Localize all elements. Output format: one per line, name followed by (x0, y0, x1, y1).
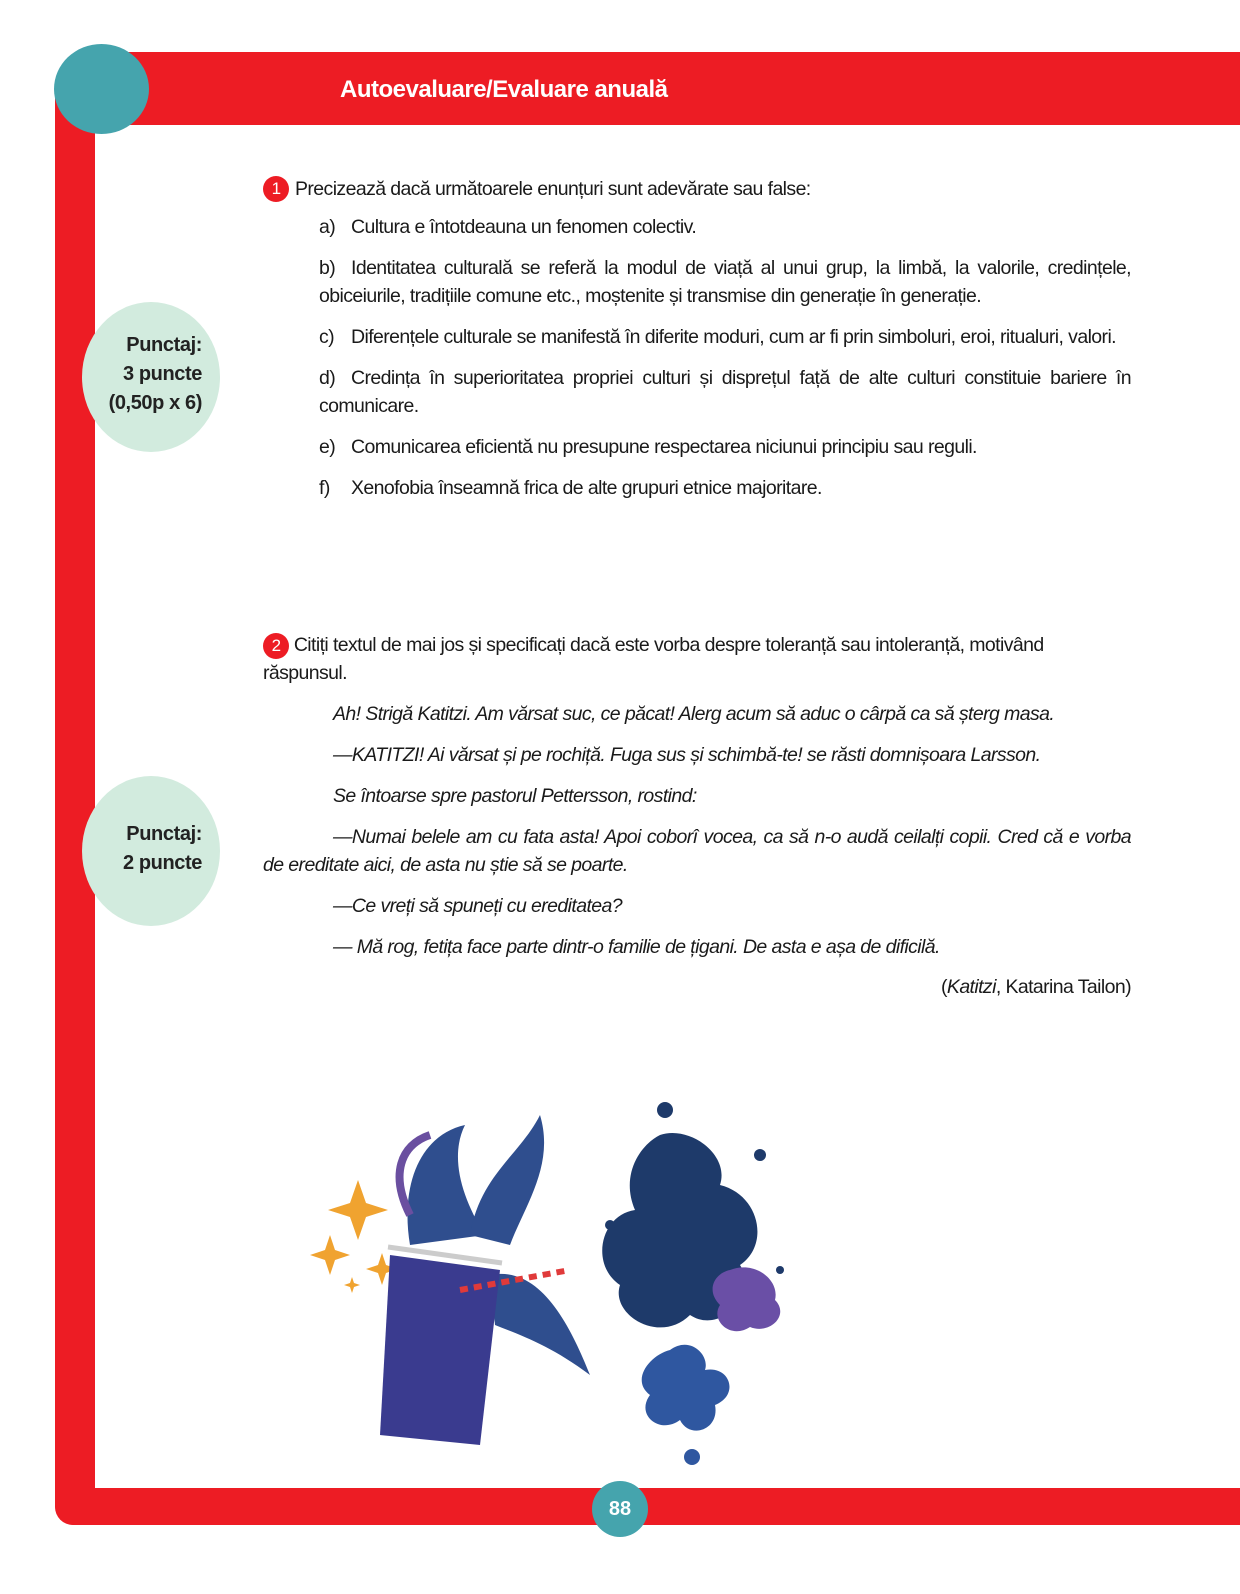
excerpt-paragraph: —Ce vreți să spuneți cu ereditatea? (333, 895, 623, 917)
corner-circle-decoration (54, 44, 149, 134)
purple-splatter (713, 1267, 781, 1331)
glass-icon (380, 1247, 570, 1445)
page-title: Autoevaluare/Evaluare anuală (340, 76, 668, 103)
list-item (319, 433, 1131, 461)
score-badge-1 (82, 302, 220, 452)
item-text: Credința în superioritatea propriei culturi și disprețul față de alte culturi constituie bariere în comunicare. (319, 367, 1131, 417)
item-label: c) (319, 326, 335, 348)
question-prompt: Citiți textul de mai jos și specificați dacă este vorba despre toleranță sau intoleranță, motivând răspunsul. (263, 634, 1044, 684)
question-2 (263, 631, 1131, 1001)
item-label: f) (319, 477, 330, 499)
excerpt-paragraph: Ah! Strigă Katitzi. Am vărsat suc, ce păcat! Alerg acum să aduc o cârpă ca să șterg masa. (333, 703, 1055, 725)
score-points: 2 puncte (122, 852, 202, 874)
sparkle-icons (310, 1180, 398, 1293)
score-label: Punctaj: (126, 823, 202, 845)
item-text: Comunicarea eficientă nu presupune respectarea niciunui principiu sau reguli. (351, 436, 977, 458)
excerpt-paragraph: —KATITZI! Ai vărsat și pe rochiță. Fuga sus și schimbă-te! se răsti domnișoara Larsson. (333, 744, 1041, 766)
list-item (319, 213, 1131, 241)
list-item (319, 364, 1131, 420)
source-title: Katitzi (946, 976, 996, 998)
question-number: 2 (263, 633, 289, 659)
list-item (319, 254, 1131, 310)
score-badge-2 (82, 776, 220, 926)
item-text: Xenofobia înseamnă frica de alte grupuri etnice majoritare. (351, 477, 822, 499)
header-bar (100, 52, 1240, 125)
item-label: e) (319, 436, 336, 458)
item-text: Cultura e întotdeauna un fenomen colectiv. (351, 216, 697, 238)
score-points: 3 puncte (122, 363, 202, 385)
score-label: Punctaj: (126, 334, 202, 356)
spilled-juice-illustration (290, 1095, 810, 1475)
item-text: Diferențele culturale se manifestă în diferite moduri, cum ar fi prin simboluri, eroi, ritualuri, valori. (351, 326, 1116, 348)
excerpt-paragraph: —Numai belele am cu fata asta! Apoi coborî vocea, ca să n-o audă ceilalți copii. Cred că e vorba de ereditate aici, de asta nu știe să se poarte. (263, 826, 1131, 876)
item-label: d) (319, 367, 336, 389)
item-label: a) (319, 216, 336, 238)
excerpt-paragraph: Se întoarse spre pastorul Pettersson, rostind: (333, 785, 697, 807)
page-number: 88 (592, 1481, 648, 1537)
item-text: Identitatea culturală se referă la modul de viață al unui grup, la limbă, la valorile, credințele, obiceiurile, tradițiile comune etc., moștenite și transmise din generație în generație. (319, 257, 1131, 307)
source-author: , Katarina Tailon (995, 976, 1126, 998)
list-item (319, 474, 1131, 502)
question-prompt: Precizează dacă următoarele enunțuri sunt adevărate sau false: (295, 178, 811, 200)
blue-splatter (642, 1345, 730, 1465)
question-number: 1 (263, 176, 289, 202)
excerpt-source: (Katitzi, Katarina Tailon) (941, 976, 1131, 998)
excerpt-paragraph: — Mă rog, fetița face parte dintr-o familie de țigani. De asta e așa de dificilă. (333, 936, 940, 958)
item-label: b) (319, 257, 336, 279)
question-1 (263, 175, 1131, 515)
left-border-bar (55, 90, 95, 1525)
score-detail: (0,50p x 6) (108, 392, 202, 414)
list-item (319, 323, 1131, 351)
